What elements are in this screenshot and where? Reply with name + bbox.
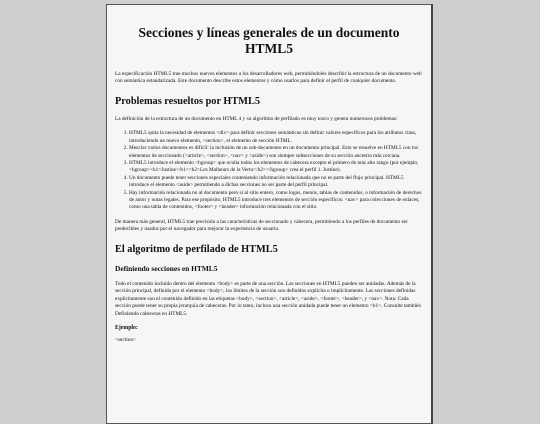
section-heading-algorithm: El algoritmo de perfilado de HTML5 (115, 243, 278, 255)
intro-paragraph: La especificación HTML5 trae muchos nuevos elementos a los desarrolladores web, permitiéndoles describir la estructura de un documento web con semántica estandarizada. Este documento describe estos elementos y cómo usarlos para definir el perfil de cualquier documento. (115, 70, 422, 85)
body-paragraph: Todo el contenido incluido dentro del elemento <body> es parte de una sección. Las secciones en HTML5 pueden ser anidadas. Además de la sección principal, definida por el elemento <body>, los límites de la sección son definidos explícita o implícitamente. Las secciones definidas explícitamente son el contenido definido en las etiquetas <body>, <section>, <article>, <aside>, <footer>, <header>, y <nav>. Nota: Cada sección puede tener su propia jerarquía de cabeceras. Por lo tanto, incluso una sección anidada puede tener un elemento <h1>. Consulte también Definiendo cabeceras en HTML5. (115, 281, 422, 317)
list-item: 2. Mezclar varios documentos es difícil: la inclusión de un sub-documento en un documento principal. Esto se resuelve en HTML5 con los elementos de seccionado (<article>, <section>, <nav> y <aside>) son siempre subsecciones de su sección ancestra más cercana. (129, 145, 423, 160)
page-title: Secciones y líneas generales de un documento HTML5 (138, 25, 400, 56)
problems-list (115, 130, 423, 211)
example-label: Ejemplo: (115, 325, 138, 332)
closing-paragraph: De manera más general, HTML5 trae precisión a las características de seccionado y cabecera, permitiendo a los perfiles de documento ser predecibles y usados por el navegador para mejorar la experiencia de usuario. (115, 218, 408, 233)
section-lead-paragraph: La definición de la estructura de un documento en HTML 4 y su algoritmo de perfilado es muy tosco y genera numerosos problemas: (115, 116, 398, 122)
list-item: 3. HTML5 introduce el elemento <hgroup> que oculta todos los elementos de cabecera excepto el primero de más alto rango (por ejemplo, <hgroup><h1>Justine</h1><h2>Les Malheurs de la Vertu</h2></hgroup> crea el perfil 1. Justine). (129, 160, 423, 175)
section-heading-problems: Problemas resueltos por HTML5 (115, 95, 261, 107)
list-item: 4. Un documento puede tener secciones especiales conteniendo información relacionada que no es parte del flujo principal. HTML5 introduce el elemento <aside> permitiendo a dichas secciones no ser parte del perfil principal. (129, 175, 423, 190)
subheading-defining-sections: Definiendo secciones en HTML5 (115, 264, 218, 274)
code-sample: <section> (115, 337, 136, 344)
document-page (106, 4, 433, 424)
list-item: 5. Hay información relacionada no al documento pero sí al sitio entero, como logos, menús, tablas de contenidos, o información de derechos de autor y notas legales. Para ese propósito, HTML5 introduce tres elementos de sección específicos: <nav> para colecciones de enlaces, como una tabla de contenidos, <footer> y <header> información relacionada con el sitio. (129, 190, 423, 212)
list-item: 1. HTML5 quita la necesidad de elementos <div> para definir secciones semánticas sin definir valores específicos para los atributos class, introduciendo un nuevo elemento, <section>, el elemento de sección HTML. (129, 130, 423, 145)
